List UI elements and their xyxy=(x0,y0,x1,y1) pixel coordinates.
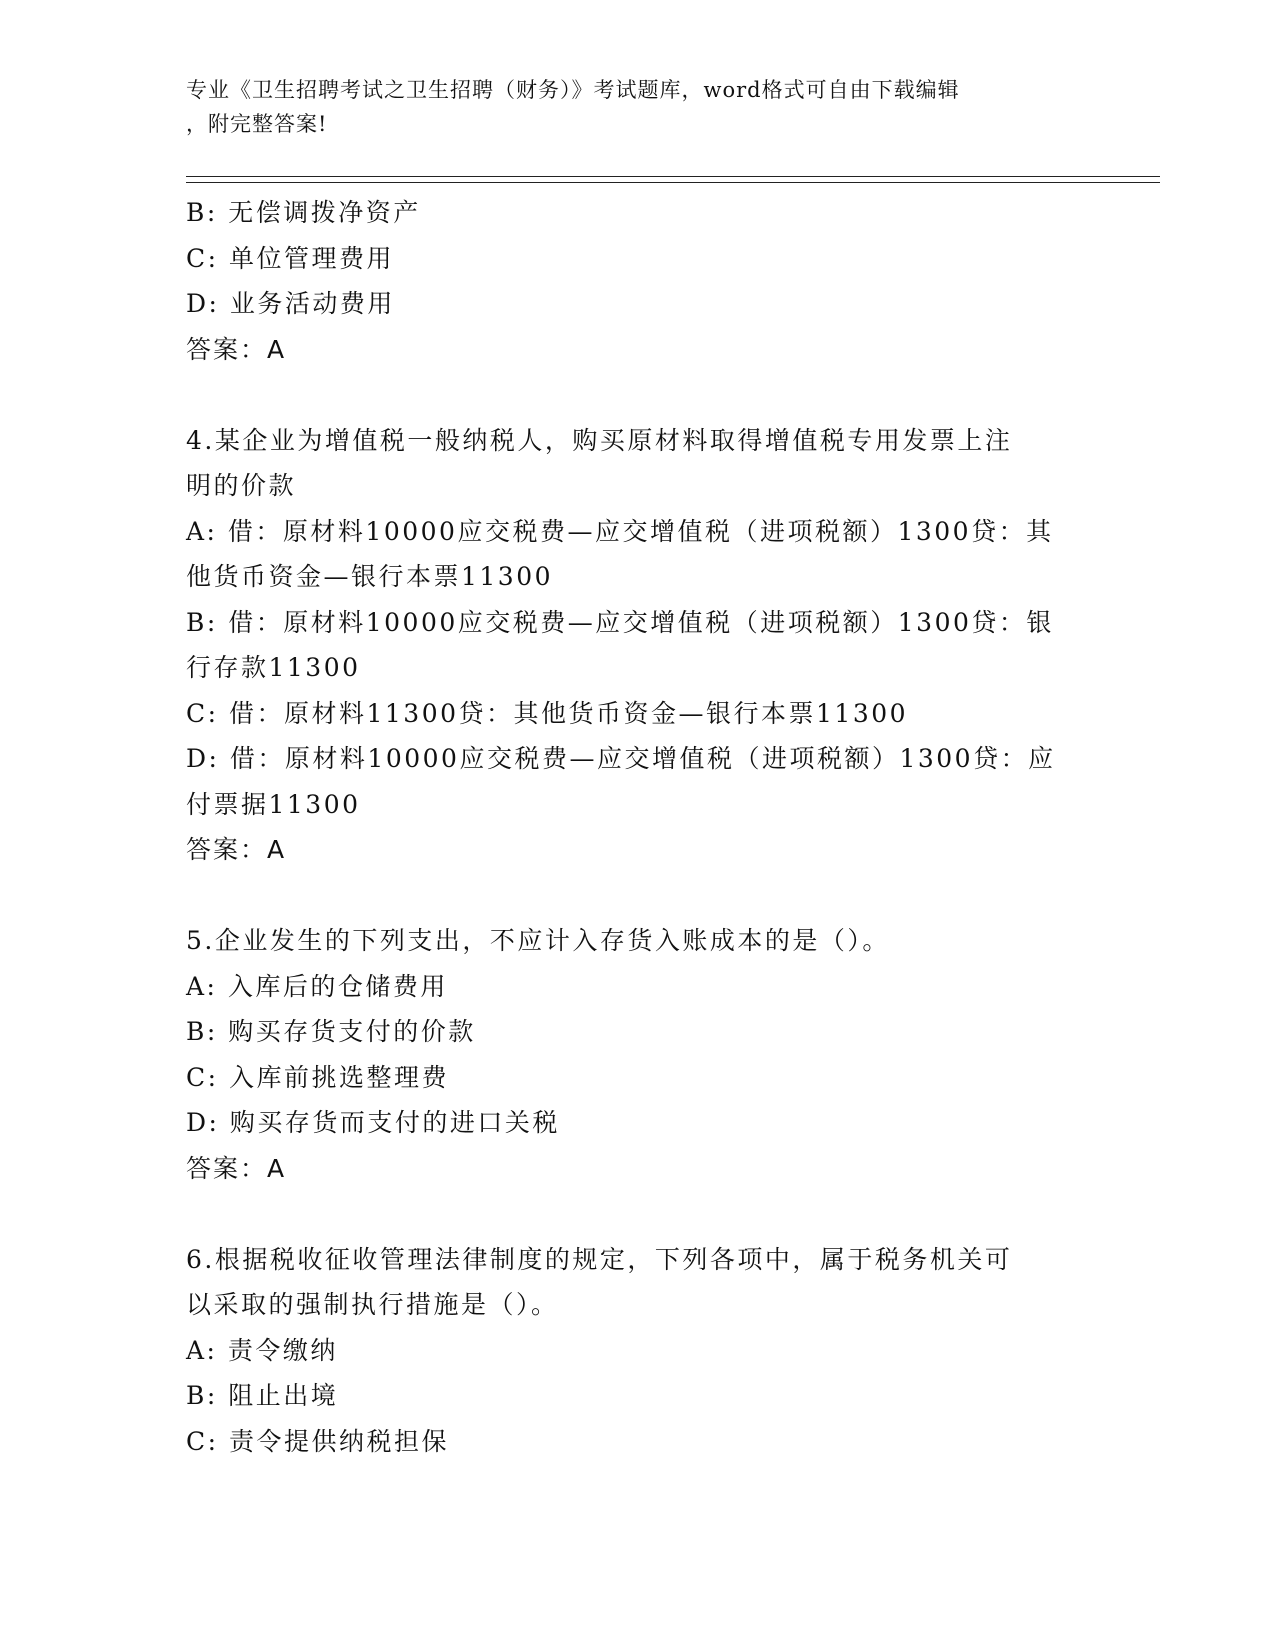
question-4-block xyxy=(186,418,1086,873)
q4-answer: 答案：A xyxy=(186,835,287,864)
q4-option-a-line-1: A: 借：原材料10000应交税费—应交增值税（进项税额）1300贷：其 xyxy=(186,516,1054,546)
q4-option-c: C: 借：原材料11300贷：其他货币资金—银行本票11300 xyxy=(186,698,909,728)
q4-question-line-2: 明的价款 xyxy=(186,471,297,500)
q6-question-line-2: 以采取的强制执行措施是（）。 xyxy=(186,1290,559,1319)
question-5-block xyxy=(186,918,1086,1191)
q4-option-d-line-1: D: 借：原材料10000应交税费—应交增值税（进项税额）1300贷：应 xyxy=(186,744,1056,773)
spacer xyxy=(186,873,1086,919)
spacer xyxy=(186,1191,1086,1237)
q6-option-b: B: 阻止出境 xyxy=(186,1381,339,1410)
spacer xyxy=(186,372,1086,418)
q3-option-d: D: 业务活动费用 xyxy=(186,289,395,318)
document-header xyxy=(186,73,1086,141)
q6-option-c: C: 责令提供纳税担保 xyxy=(186,1426,449,1456)
q5-option-b: B: 购买存货支付的价款 xyxy=(186,1017,476,1046)
q5-option-a: A: 入库后的仓储费用 xyxy=(186,971,448,1001)
q4-option-b-line-2: 行存款11300 xyxy=(186,653,361,682)
q5-answer: 答案：A xyxy=(186,1153,287,1183)
header-line-2: ，附完整答案! xyxy=(186,112,328,136)
q3-answer: 答案：A xyxy=(186,334,287,364)
header-line-1: 专业《卫生招聘考试之卫生招聘（财务）》考试题库，word格式可自由下载编辑 xyxy=(186,78,960,102)
question-6-block xyxy=(186,1237,1086,1465)
q3-option-b: B: 无偿调拨净资产 xyxy=(186,198,421,227)
q6-option-a: A: 责令缴纳 xyxy=(186,1335,338,1365)
q5-option-d: D: 购买存货而支付的进口关税 xyxy=(186,1108,560,1137)
document-body xyxy=(186,190,1086,1464)
q4-option-b-line-1: B: 借：原材料10000应交税费—应交增值税（进项税额）1300贷：银 xyxy=(186,607,1054,637)
q5-question: 5.企业发生的下列支出，不应计入存货入账成本的是（）。 xyxy=(186,926,890,955)
q4-option-a-line-2: 他货币资金—银行本票11300 xyxy=(186,562,554,591)
q6-question-line-1: 6.根据税收征收管理法律制度的规定，下列各项中，属于税务机关可 xyxy=(186,1244,1013,1274)
q5-option-c: C: 入库前挑选整理费 xyxy=(186,1062,449,1092)
q3-option-c: C: 单位管理费用 xyxy=(186,243,394,273)
header-divider-thin xyxy=(186,182,1160,183)
question-3-block xyxy=(186,190,1086,372)
header-divider-thick xyxy=(186,176,1160,177)
q4-option-d-line-2: 付票据11300 xyxy=(186,789,361,819)
q4-question-line-1: 4.某企业为增值税一般纳税人，购买原材料取得增值税专用发票上注 xyxy=(186,425,1013,455)
